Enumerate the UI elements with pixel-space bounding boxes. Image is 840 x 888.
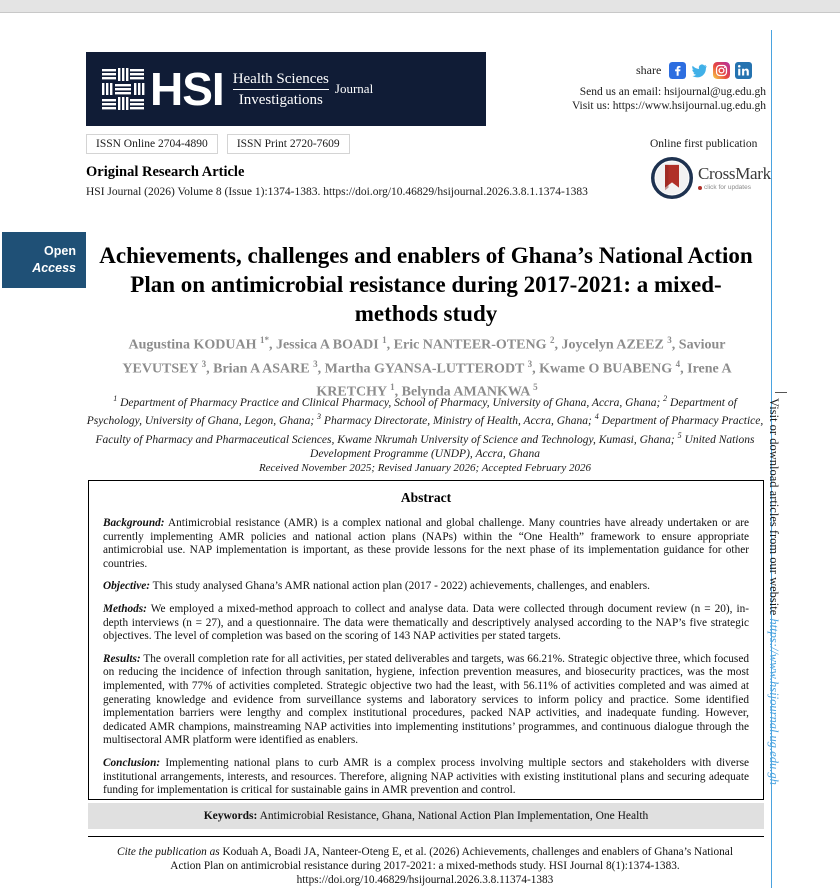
contact-block (470, 85, 766, 113)
cite-text: Koduah A, Boadi JA, Nanteer-Oteng E, et al. (2026) Achievements, challenges and enablers of Ghana’s National Action Plan on antimicrobial resistance during 2017-2021: a mixed-methods study. HSI Journal 8(1):1374-1383. https://doi.org/10.46829/hsijournal.2026.3.8.11374-1383 (170, 846, 733, 886)
crossmark-badge[interactable] (651, 157, 771, 199)
open-access-line1: Open (44, 244, 76, 258)
crossmark-icon (651, 157, 693, 199)
kente-weave-icon (100, 66, 146, 112)
affiliations-block: $^1$ Department of Pharmacy Practice and Clinical Pharmacy, School of Pharmacy, University of Ghana, Accra, Ghana; $^2$ Department of Psychology, University of Ghana, Legon, Ghana; $^3$ Pharmacy Directorate, Ministry of Health, Accra, Ghana; $^4$ Department of Pharmacy Practice, Faculty of Pharmacy and Pharmaceutical Sciences, Kwame Nkrumah University of Science and Technology, Kumasi, Ghana; $^5$ United Nations Development Programme (UNDP), Accra, Ghana (86, 394, 764, 460)
contact-email: Send us an email: hsijournal@ug.edu.gh (579, 86, 766, 98)
abstract-section-label: Objective: (103, 580, 151, 593)
abstract-paragraph (103, 653, 749, 748)
journal-name-top: Health Sciences (232, 70, 329, 87)
online-first-publication-label: Online first publication (650, 138, 758, 150)
abstract-section-text: We employed a mixed-method approach to collect and analyse data. Data were collected through document review (n = 20), in-depth interviews (n = 27), and a questionnaire. The data were thematically and descriptively analysed according to the NAP’s five strategic objectives. The level of completion was based on the scoring of 143 NAP activities per stated targets. (103, 602, 749, 643)
abstract-section-text: This study analysed Ghana’s AMR national action plan (2017 - 2022) achievements, challenges, and enablers. (150, 580, 650, 593)
issn-row (86, 134, 350, 154)
twitter-icon[interactable] (691, 62, 708, 79)
keywords-value: Antimicrobial Resistance, Ghana, National Action Plan Implementation, One Health (257, 810, 649, 822)
abstract-section-text: Antimicrobial resistance (AMR) is a complex national and global challenge. Many countries have already undertaken or are currently implementing AMR policies and national action plans (NAPs) within the “One Health” framework to ensure appropriate antimicrobial use. NAP implementation is important, as these provide lessons for the next phase of its implementation guidance for other countries. (103, 517, 749, 570)
abstract-paragraph (103, 757, 749, 798)
keywords-divider (88, 836, 764, 837)
share-label: share (636, 63, 662, 77)
keywords-label: Keywords: (203, 810, 258, 822)
crossmark-dot-icon (698, 186, 702, 190)
browser-top-strip (0, 0, 840, 13)
abstract-section-label: Background: (103, 517, 165, 529)
journal-masthead (86, 52, 486, 126)
journal-citation-line: HSI Journal (2026) Volume 8 (Issue 1):1374-1383. https://doi.org/10.46829/hsijournal.2026.3.8.1.1374-1383 (86, 186, 588, 198)
crossmark-title: CrossMark (698, 163, 771, 183)
journal-name-suffix: Journal (334, 81, 374, 96)
article-type-label: Original Research Article (86, 164, 245, 180)
page-title: Achievements, challenges and enablers of Ghana’s National Action Plan on antimicrobial resistance during 2017-2021: a mixed-methods study (99, 243, 753, 327)
abstract-section-label: Methods: (103, 602, 147, 615)
crossmark-subtitle: click for updates (698, 185, 771, 192)
abstract-section-text: The overall completion rate for all activities, per stated deliverables and targets, was 66.21%. Strategic objective three, which focused on reducing the incidence of infection through sanitation, hygiene, infection prevention measures, and biosecurity practices, was the most implemented, with 77% of activities completed. Strategic objective two had the least, with 56.11% of activities completed and was aimed at generating knowledge and evidence from surveillance systems and laboratory services to inform policy and practice. Some identified implementation barriers were lengthy and complex institutional procedures, packed NAP activities, and inadequate funding. However, dedicated AMR champions, mainstreaming NAP activities into implementing institutions’ programmes, and continuous dialogue through the multisectoral AMR platform were identified as enablers. (103, 652, 749, 747)
received-revised-accepted-dates: Received November 2025; Revised January 2026; Accepted February 2026 (258, 462, 592, 474)
abstract-box (88, 480, 764, 800)
abstract-paragraph (103, 580, 749, 594)
cite-publication-block (110, 845, 740, 887)
author-list: Augustina KODUAH $^{1*}$, Jessica A BOADI $^1$, Eric NANTEER-OTENG $^2$, Joycelyn AZEEZ $^3$, Saviour YEVUTSEY $^3$, Brian A ASARE $^3$, Martha GYANSA-LUTTERODT $^3$, Kwame O BUABENG $^4$, Irene A KRETCHY $^1$, Belynda AMANKWA $^5$ (122, 335, 732, 400)
instagram-icon[interactable] (713, 62, 730, 79)
facebook-icon[interactable] (669, 62, 686, 79)
hsi-logo-letters: HSI (150, 63, 224, 115)
sidebar-visit-prefix: Visit or download articles from our website (767, 398, 781, 619)
abstract-section-text: Implementing national plans to curb AMR is a complex process involving multiple sectors and stakeholders with diverse institutional arrangements, interests, and resources. Therefore, aligning NAP activities with existing institutional plans and securing adequate funding for implementation is critical for sustainable gains in AMR prevention and control. (103, 756, 749, 797)
keywords-bar (88, 803, 764, 829)
abstract-paragraph (103, 603, 749, 644)
journal-name-bottom: Investigations (238, 91, 323, 108)
share-row (636, 62, 752, 79)
abstract-section-label: Results: (103, 652, 141, 665)
issn-online-box: ISSN Online 2704-4890 (86, 134, 218, 154)
sidebar-visit-text (766, 398, 781, 858)
abstract-heading: Abstract (400, 490, 452, 505)
open-access-line2: Access (32, 261, 76, 275)
journal-nameplate (233, 70, 374, 109)
contact-website: Visit us: https://www.hsijournal.ug.edu.gh (571, 100, 766, 112)
sidebar-visit-url[interactable]: https://www.hsijournal.ug.edu.gh (767, 618, 781, 785)
linkedin-icon[interactable] (735, 62, 752, 79)
issn-print-box: ISSN Print 2720-7609 (227, 134, 350, 154)
cite-label: Cite the publication as (117, 846, 220, 858)
abstract-paragraph (103, 517, 749, 571)
sidebar-dash (775, 392, 787, 393)
open-access-badge (2, 232, 86, 288)
abstract-section-label: Conclusion: (103, 756, 161, 769)
abstract-sections (103, 517, 749, 798)
